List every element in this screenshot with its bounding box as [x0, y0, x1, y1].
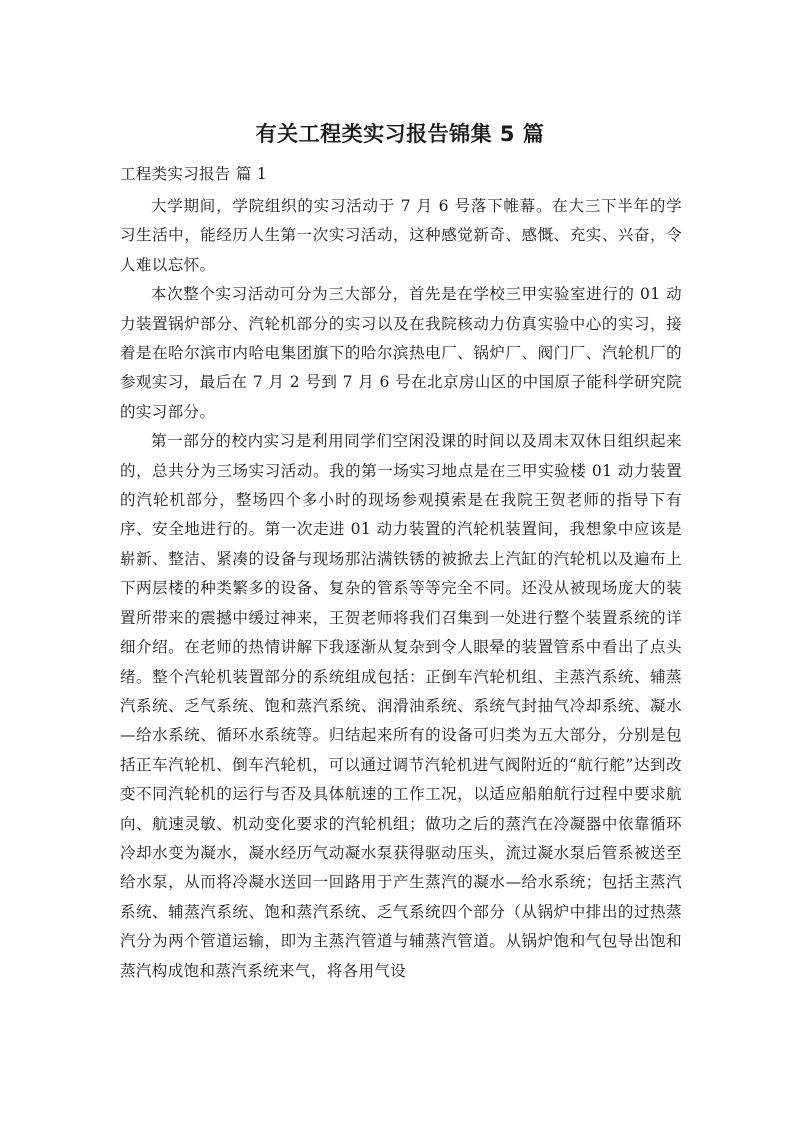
- paragraph: 大学期间，学院组织的实习活动于 7 月 6 号落下帷幕。在大三下半年的学习生活中，能经历人生第一次实习活动，这种感觉新奇、感慨、充实、兴奋，令人难以忘怀。: [120, 197, 682, 274]
- document-title: 有关工程类实习报告锦集 5 篇: [255, 122, 545, 146]
- section-heading: 工程类实习报告 篇 1: [120, 165, 268, 183]
- paragraph: 第一部分的校内实习是利用同学们空闲没课的时间以及周末双休日组织起来的，总共分为三场实习活动。我的第一场实习地点是在三甲实验楼 01 动力装置的汽轮机部分，整场四个多小时的现场参观摸索是在我院王贺老师的指导下有序、安全地进行的。第一次走进 01 动力装置的汽轮机装置间，我想象中应该是崭新、整洁、紧凑的设备与现场那沾满铁锈的被掀去上汽缸的汽轮机以及遍布上下两层楼的种类繁多的设备、复杂的管系等等完全不同。还没从被现场庞大的装置所带来的震撼中缓过神来，王贺老师将我们召集到一处进行整个装置系统的详细介绍。在老师的热情讲解下我逐渐从复杂到令人眼晕的装置管系中看出了点头绪。整个汽轮机装置部分的系统组成包括：正倒车汽轮机组、主蒸汽系统、辅蒸汽系统、乏气系统、饱和蒸汽系统、润滑油系统、系统气封抽气冷却系统、凝水—给水系统、循环水系统等。归结起来所有的设备可归类为五大部分，分别是包括正车汽轮机、倒车汽轮机，可以通过调节汽轮机进气阀附近的“航行舵”达到改变不同汽轮机的运行与否及具体航速的工作工况，以适应船舶航行过程中要求航向、航速灵敏、机动变化要求的汽轮机组；做功之后的蒸汽在冷凝器中依靠循环冷却水变为凝水，凝水经历气动凝水泵获得驱动压头，流过凝水泵后管系被送至给水泵，从而将冷凝水送回一回路用于产生蒸汽的凝水—给水系统；包括主蒸汽系统、辅蒸汽系统、饱和蒸汽系统、乏气系统四个部分（从锅炉中排出的过热蒸汽分为两个管道运输，即为主蒸汽管道与辅蒸汽管道。从锅炉饱和气包导出饱和蒸汽构成饱和蒸汽系统来气，将各用气设: [120, 432, 682, 980]
- document-body: [120, 192, 682, 986]
- paragraph: 本次整个实习活动可分为三大部分，首先是在学校三甲实验室进行的 01 动力装置锅炉部分、汽轮机部分的实习以及在我院核动力仿真实验中心的实习，接着是在哈尔滨市内哈电集团旗下的哈尔滨热电厂、锅炉厂、阀门厂、汽轮机厂的参观实习，最后在 7 月 2 号到 7 月 6 号在北京房山区的中国原子能科学研究院的实习部分。: [120, 285, 682, 421]
